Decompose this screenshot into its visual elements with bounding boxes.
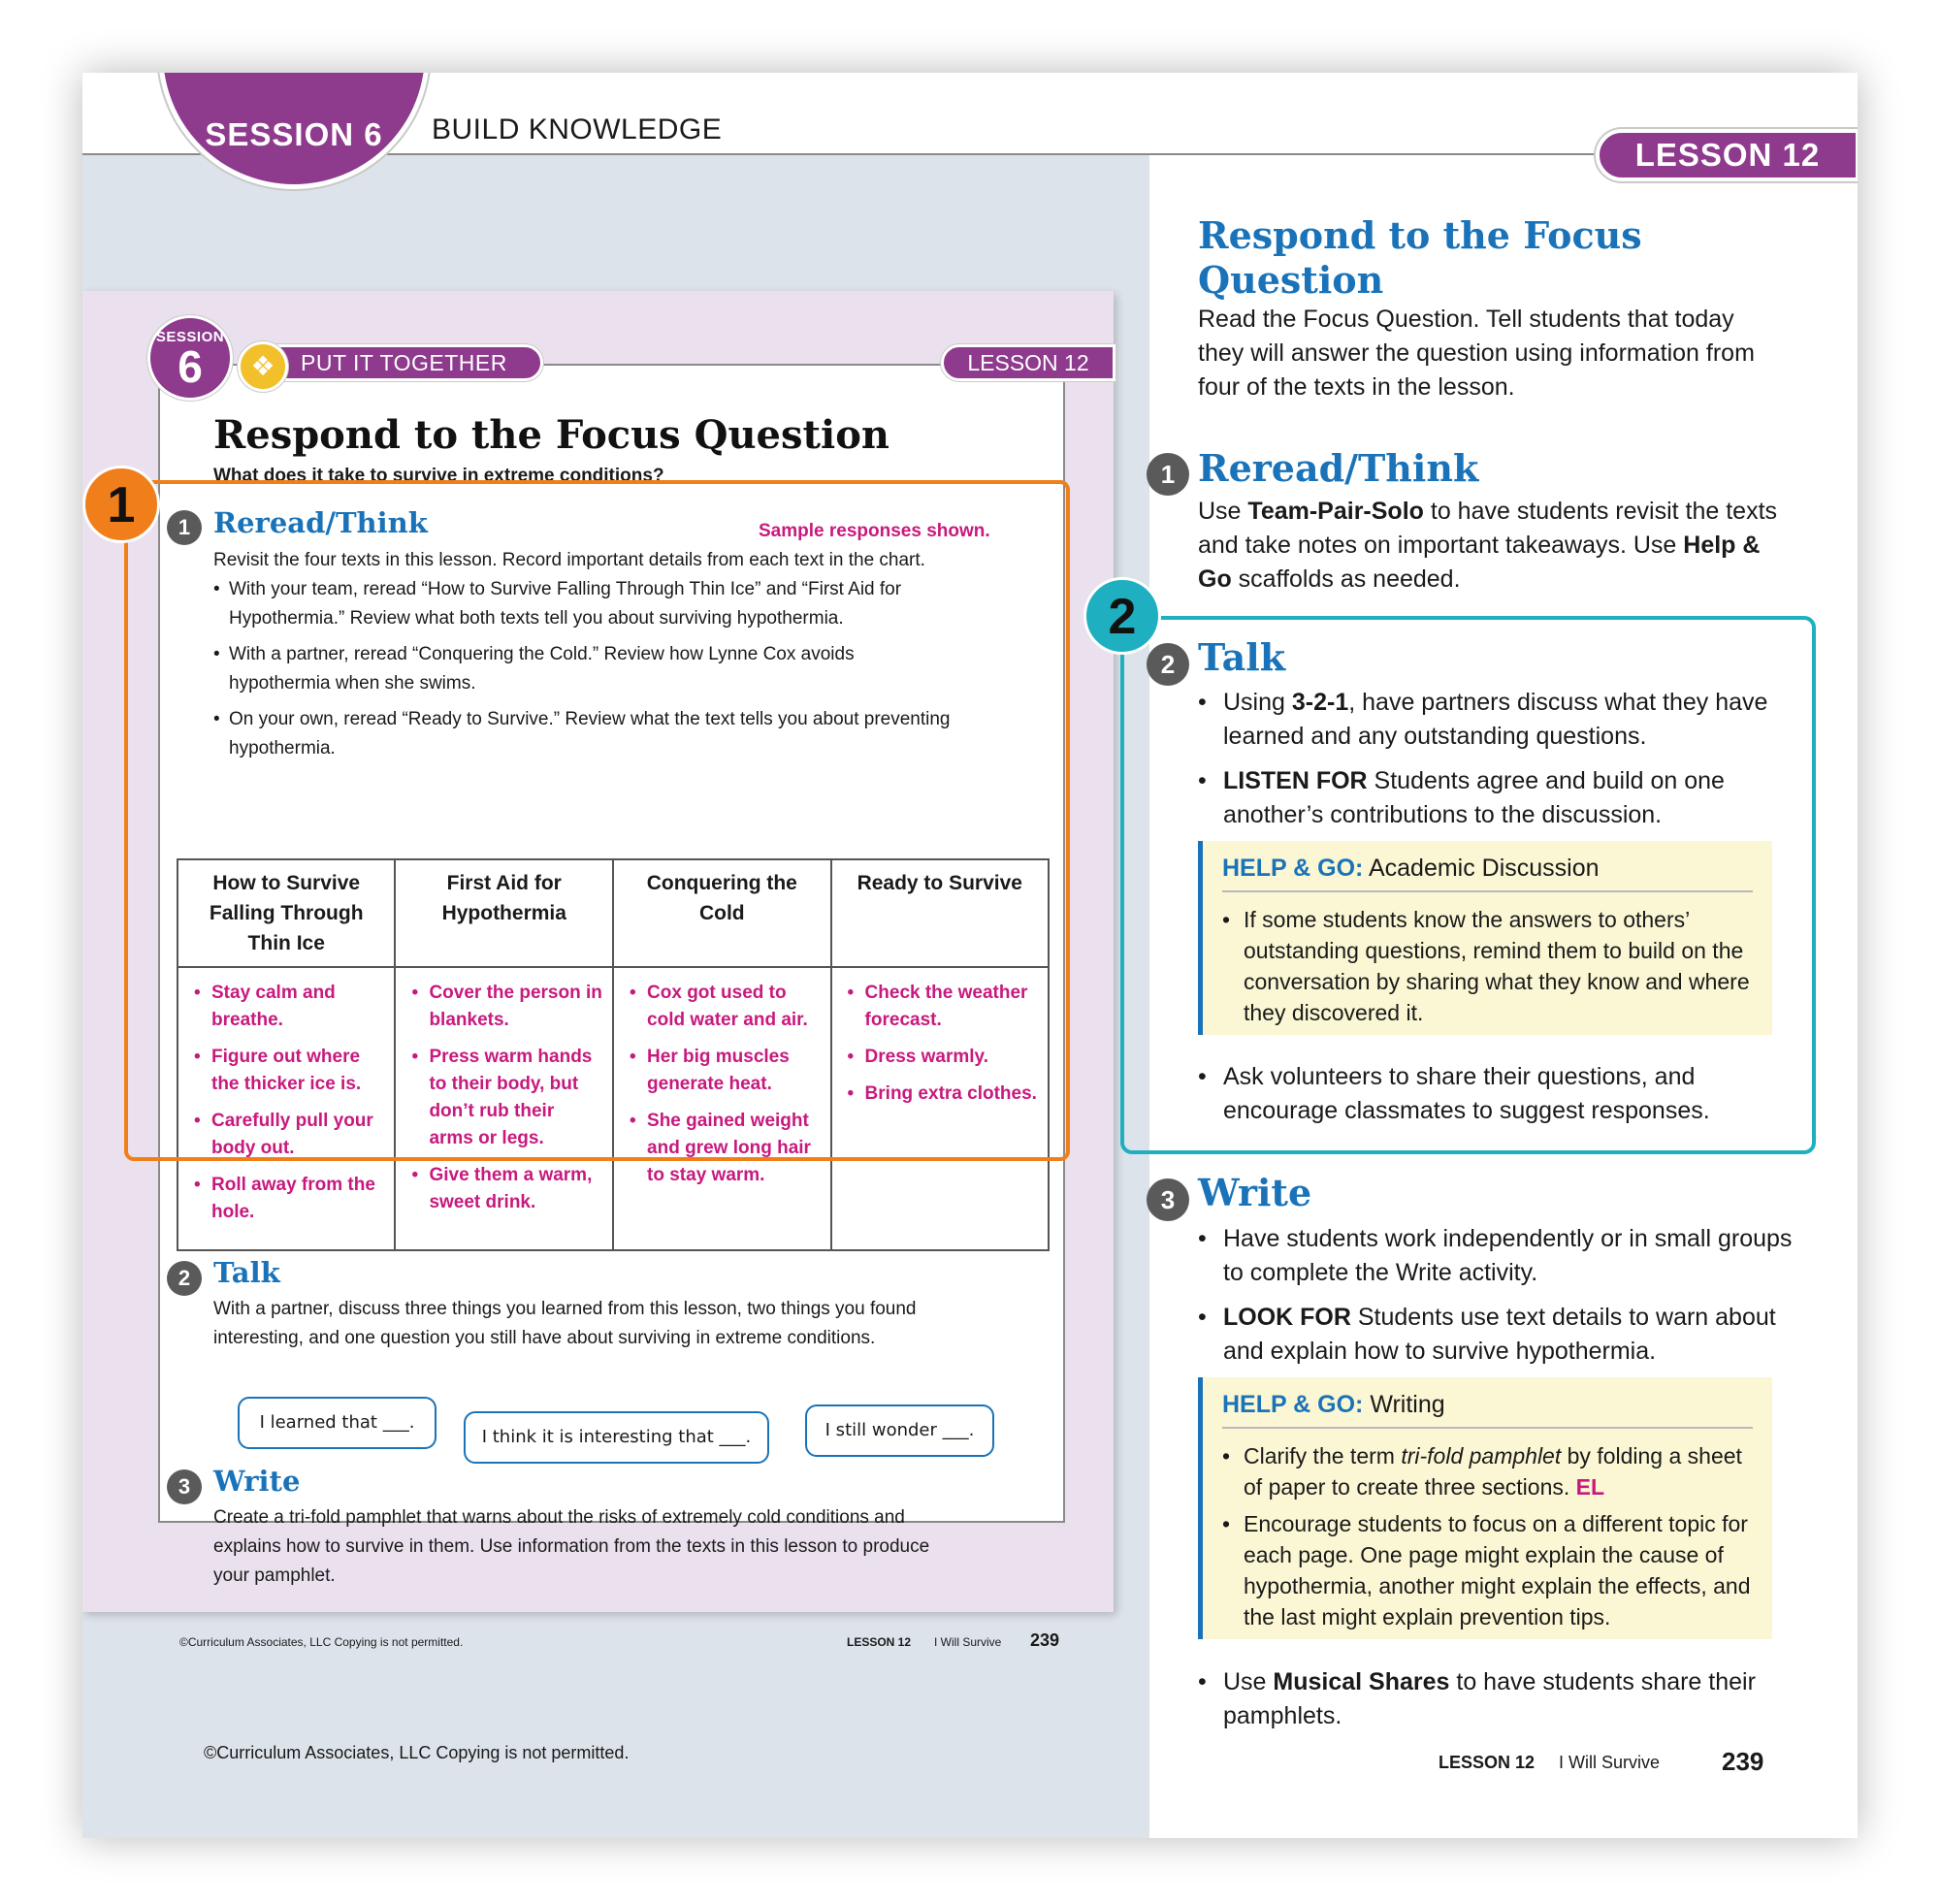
- focus-question: What does it take to survive in extreme conditions?: [213, 466, 664, 486]
- teacher-write-list: [1198, 1222, 1804, 1379]
- list-item: [1198, 1665, 1804, 1733]
- write-text: Create a tri-fold pamphlet that warns about the risks of extremely cold conditions and explains how to survive in them. Use information from the texts in this lesson to produce your pamphlet.: [213, 1507, 930, 1586]
- talk-heading: Talk: [213, 1256, 280, 1289]
- speech-bubble: I still wonder ___.: [805, 1404, 994, 1457]
- teacher-write-heading: Write: [1198, 1171, 1312, 1214]
- list-item: • Give them a warm, sweet drink.: [409, 1162, 602, 1216]
- left-copyright: ©Curriculum Associates, LLC Copying is not permitted.: [204, 1743, 630, 1762]
- student-footer-title: I Will Survive: [934, 1635, 1002, 1649]
- list-item: [1198, 686, 1804, 754]
- teacher-talk-list-2: [1198, 1060, 1804, 1139]
- step-number: 1: [167, 510, 202, 545]
- strategy-name: 3-2-1: [1291, 689, 1349, 716]
- text-run: Use: [1198, 498, 1248, 525]
- list-item: • Cox got used to cold water and air.: [628, 980, 821, 1034]
- column-header: First Aid for Hypothermia: [395, 859, 613, 967]
- teacher-write-list-2: [1198, 1665, 1804, 1744]
- help-go-list: [1222, 904, 1753, 1028]
- list-item: • Carefully pull your body out.: [192, 1108, 384, 1162]
- teacher-reread-text: [1198, 495, 1799, 597]
- session-tab-label: SESSION 6: [205, 116, 383, 152]
- student-copyright: ©Curriculum Associates, LLC Copying is not permitted.: [179, 1635, 464, 1649]
- put-it-together-tab: PUT IT TOGETHER: [276, 344, 543, 381]
- text-run: scaffolds as needed.: [1231, 565, 1461, 593]
- teacher-footer-title: I Will Survive: [1559, 1753, 1661, 1772]
- list-item: • Dress warmly.: [846, 1044, 1038, 1071]
- step-number: 3: [1147, 1178, 1189, 1221]
- help-go-discussion-box: [1198, 841, 1772, 1035]
- step-number: 3: [167, 1469, 202, 1504]
- teacher-talk-list: [1198, 686, 1804, 843]
- list-item: • Encourage students to focus on a different topic for each page. One page might explain the cause of hypothermia, another might explain the effects, and the last might explain prevention tips.: [1222, 1508, 1753, 1632]
- text-run: Clarify the term: [1244, 1443, 1402, 1468]
- text-run: Use: [1223, 1668, 1274, 1695]
- teacher-guide-page: [82, 73, 1858, 1838]
- strategy-name: Help & Go: [1198, 532, 1761, 593]
- text-run: Using: [1223, 689, 1292, 716]
- column-header: Conquering the Cold: [613, 859, 831, 967]
- help-go-writing-box: [1198, 1377, 1772, 1639]
- strategy-name: Musical Shares: [1273, 1668, 1450, 1695]
- list-item: • Have students work independently or in small groups to complete the Write activity.: [1198, 1222, 1804, 1290]
- list-item: • Ask volunteers to share their questions, and encourage classmates to suggest responses.: [1198, 1060, 1804, 1128]
- step-number: 1: [1147, 453, 1189, 496]
- teacher-reread-heading: Reread/Think: [1198, 446, 1479, 490]
- help-go-title: [1222, 855, 1753, 892]
- term: tri-fold pamphlet: [1401, 1443, 1562, 1468]
- help-go-label: HELP & GO:: [1222, 855, 1364, 882]
- step-number: 2: [1147, 643, 1189, 686]
- column-header: Ready to Survive: [831, 859, 1049, 967]
- look-for-label: LOOK FOR: [1223, 1304, 1351, 1331]
- list-item: • She gained weight and grew long hair to stay warm.: [628, 1108, 821, 1189]
- strategy-name: Team-Pair-Solo: [1247, 498, 1424, 525]
- reread-intro: Revisit the four texts in this lesson. Record important details from each text in the chart.: [213, 550, 925, 570]
- step-number: 2: [167, 1261, 202, 1296]
- listen-for-label: LISTEN FOR: [1223, 767, 1368, 794]
- help-go-label: HELP & GO:: [1222, 1391, 1364, 1418]
- text-run: to have students share their pamphlets.: [1223, 1668, 1756, 1729]
- text-run: Students agree and build on one another’s contributions to the discussion.: [1223, 767, 1725, 828]
- reread-highlight-box: [124, 480, 1070, 1161]
- list-item: • Cover the person in blankets.: [409, 980, 602, 1034]
- list-item: • With your team, reread “How to Survive Falling Through Thin Ice” and “First Aid for Hypothermia.” Review what both texts tell you about surviving hypothermia.: [213, 575, 951, 633]
- session-badge: [147, 315, 233, 401]
- reread-heading: Reread/Think: [213, 506, 428, 539]
- callout-badge-2: 2: [1083, 577, 1161, 655]
- list-item: [1198, 1301, 1804, 1369]
- help-go-topic: Academic Discussion: [1363, 855, 1600, 882]
- section-label: BUILD KNOWLEDGE: [432, 113, 723, 145]
- student-lesson-tab: LESSON 12: [941, 344, 1116, 381]
- list-item: • Bring extra clothes.: [846, 1081, 1038, 1108]
- student-footer-lesson: LESSON 12: [847, 1635, 912, 1649]
- session-badge-number: 6: [178, 341, 203, 392]
- puzzle-icon: ❖: [238, 341, 288, 392]
- text-run: to have students revisit the texts and take notes on important takeaways. Use: [1198, 498, 1778, 559]
- teacher-footer-lesson: LESSON 12: [1439, 1753, 1536, 1772]
- help-go-topic: Writing: [1363, 1391, 1445, 1418]
- teacher-intro: Read the Focus Question. Tell students that today they will answer the question using information from four of the texts in the lesson.: [1198, 306, 1755, 401]
- list-item: • Roll away from the hole.: [192, 1172, 384, 1226]
- teacher-talk-heading: Talk: [1198, 635, 1286, 679]
- speech-bubble: I learned that ___.: [238, 1397, 436, 1449]
- help-go-list: [1222, 1440, 1753, 1632]
- list-item: • On your own, reread “Ready to Survive.” Review what the text tells you about preventing hypothermia.: [213, 705, 951, 763]
- list-item: • With a partner, reread “Conquering the Cold.” Review how Lynne Cox avoids hypothermia when she swims.: [213, 640, 951, 698]
- write-heading: Write: [213, 1465, 301, 1498]
- teacher-page-number: 239: [1722, 1747, 1764, 1776]
- list-item: • If some students know the answers to others’ outstanding questions, remind them to build on the conversation by sharing what they know and where they discovered it.: [1222, 904, 1753, 1028]
- talk-text: With a partner, discuss three things you learned from this lesson, two things you found interesting, and one question you still have about surviving in extreme conditions.: [213, 1299, 917, 1348]
- list-item: • Stay calm and breathe.: [192, 980, 384, 1034]
- el-tag: EL: [1575, 1474, 1605, 1500]
- list-item: [1222, 1440, 1753, 1502]
- list-item: • Press warm hands to their body, but don’t rub their arms or legs.: [409, 1044, 602, 1152]
- speech-bubble: I think it is interesting that ___.: [464, 1411, 769, 1464]
- teacher-heading: Respond to the Focus Question: [1198, 213, 1642, 302]
- column-header: How to Survive Falling Through Thin Ice: [178, 859, 395, 967]
- list-item: • Her big muscles generate heat.: [628, 1044, 821, 1098]
- session-badge-label: SESSION: [155, 329, 225, 345]
- list-item: • Figure out where the thicker ice is.: [192, 1044, 384, 1098]
- text-run: Students use text details to warn about and explain how to survive hypothermia.: [1223, 1304, 1776, 1365]
- list-item: • Check the weather forecast.: [846, 980, 1038, 1034]
- callout-badge-1: 1: [82, 466, 160, 543]
- sample-responses-note: Sample responses shown.: [759, 521, 990, 541]
- lesson-tab: LESSON 12: [1596, 129, 1858, 181]
- student-page-title: Respond to the Focus Question: [213, 412, 889, 458]
- list-item: [1198, 764, 1804, 832]
- text-run: , have partners discuss what they have learned and any outstanding questions.: [1223, 689, 1768, 750]
- help-go-title: [1222, 1391, 1753, 1429]
- text-run: by folding a sheet of paper to create three sections.: [1244, 1443, 1742, 1500]
- student-page-number: 239: [1030, 1630, 1060, 1650]
